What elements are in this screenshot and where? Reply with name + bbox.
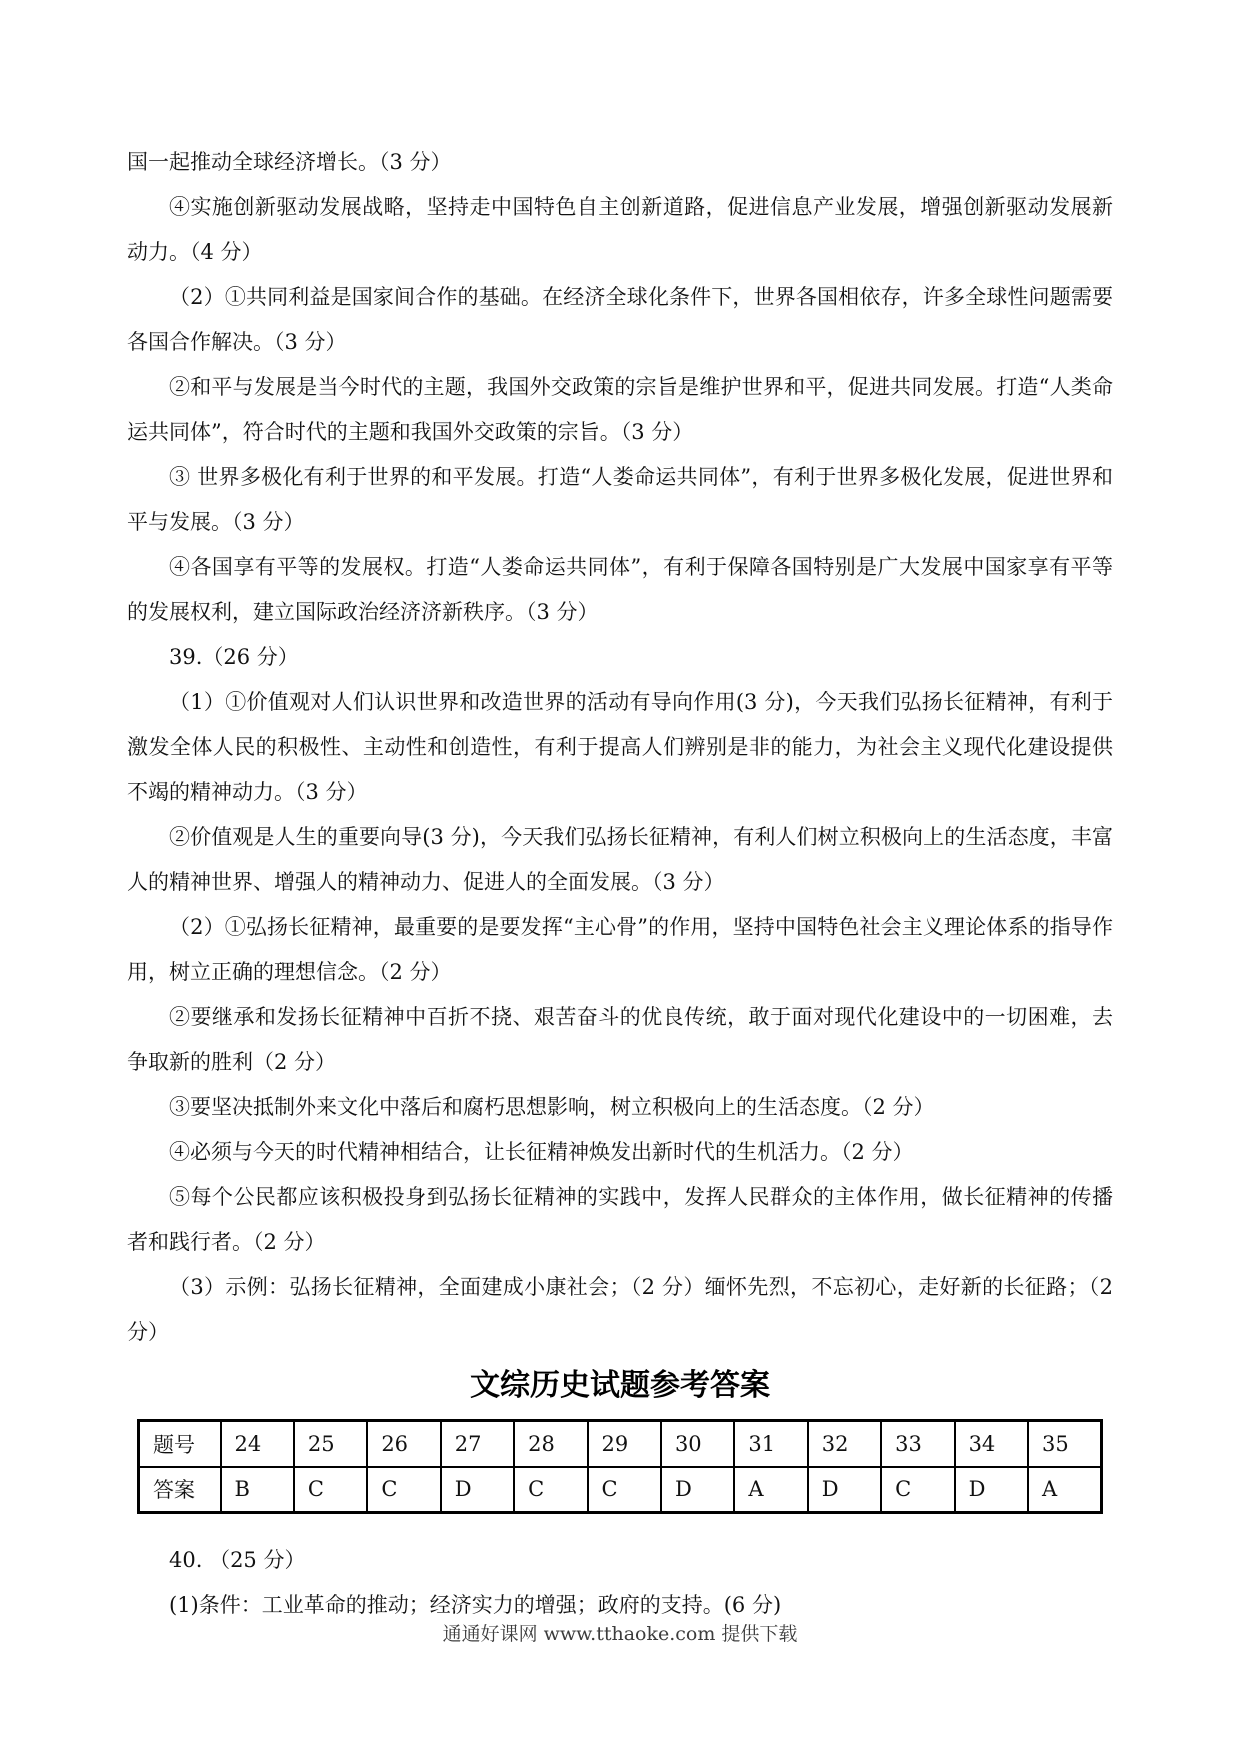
document-content <box>127 140 1113 1628</box>
paragraph: （2）①弘扬长征精神，最重要的是要发挥“主心骨”的作用，坚持中国特色社会主义理论体系的指导作用，树立正确的理想信念。（2 分） <box>127 915 1113 984</box>
answer-paragraphs-history <box>127 1538 1113 1628</box>
answer-cell: D <box>955 1467 1028 1513</box>
question-number-cell: 34 <box>955 1421 1028 1467</box>
paragraph: （1）①价值观对人们认识世界和改造世界的活动有导向作用(3 分)，今天我们弘扬长征精神，有利于激发全体人民的积极性、主动性和创造性，有利于提高人们辨别是非的能力，为社会主义现代化建设提供不竭的精神动力。（3 分） <box>127 690 1113 804</box>
question-number-cell: 32 <box>808 1421 881 1467</box>
question-number-cell: 29 <box>588 1421 661 1467</box>
paragraph: ④必须与今天的时代精神相结合，让长征精神焕发出新时代的生机活力。（2 分） <box>169 1140 914 1164</box>
question-number-cell: 30 <box>661 1421 734 1467</box>
paragraph: 39.（26 分） <box>169 645 299 669</box>
answer-cell: C <box>294 1467 367 1513</box>
paragraph: ②价值观是人生的重要向导(3 分)，今天我们弘扬长征精神，有利人们树立积极向上的生活态度，丰富人的精神世界、增强人的精神动力、促进人的全面发展。（3 分） <box>127 825 1113 894</box>
question-number-cell: 25 <box>294 1421 367 1467</box>
answer-cell: C <box>367 1467 440 1513</box>
answer-cell: A <box>1028 1467 1102 1513</box>
answer-cell: D <box>808 1467 881 1513</box>
paragraph: ④各国享有平等的发展权。打造“人娄命运共同体”，有利于保障各国特别是广大发展中国家享有平等的发展权利，建立国际政治经济济新秩序。（3 分） <box>127 555 1113 624</box>
answer-cell: B <box>221 1467 294 1513</box>
answer-cell: A <box>734 1467 807 1513</box>
table-row-answers <box>139 1467 1102 1513</box>
paragraph: ③要坚决抵制外来文化中落后和腐朽思想影响，树立积极向上的生活态度。（2 分） <box>169 1095 935 1119</box>
question-number-cell: 24 <box>221 1421 294 1467</box>
paragraph: 国一起推动全球经济增长。（3 分） <box>127 150 452 174</box>
question-number-cell: 27 <box>441 1421 514 1467</box>
answer-cell: C <box>881 1467 954 1513</box>
paragraph: ④实施创新驱动发展战略，坚持走中国特色自主创新道路，促进信息产业发展，增强创新驱动发展新动力。（4 分） <box>127 195 1113 264</box>
question-number-cell: 31 <box>734 1421 807 1467</box>
paragraph: ③ 世界多极化有利于世界的和平发展。打造“人娄命运共同体”，有利于世界多极化发展，促进世界和平与发展。（3 分） <box>127 465 1113 534</box>
question-number-cell: 26 <box>367 1421 440 1467</box>
question-number-row-label: 题号 <box>139 1421 221 1467</box>
answer-cell: D <box>441 1467 514 1513</box>
paragraph: ②要继承和发扬长征精神中百折不挠、艰苦奋斗的优良传统，敢于面对现代化建设中的一切困难，去争取新的胜利（2 分） <box>127 1005 1113 1074</box>
paragraph: 40. （25 分） <box>169 1548 306 1572</box>
answer-cell: C <box>514 1467 587 1513</box>
history-answer-key-title: 文综历史试题参考答案 <box>470 1368 770 1403</box>
download-source-footer: 通通好课网 www.tthaoke.com 提供下载 <box>442 1623 798 1645</box>
paragraph: (1)条件：工业革命的推动；经济实力的增强；政府的支持。(6 分) <box>169 1593 782 1617</box>
answer-table <box>137 1419 1103 1514</box>
question-number-cell: 35 <box>1028 1421 1102 1467</box>
paragraph: ②和平与发展是当今时代的主题，我国外交政策的宗旨是维护世界和平，促进共同发展。打造“人类命运共同体”，符合时代的主题和我国外交政策的宗旨。（3 分） <box>127 375 1113 444</box>
paragraph: ⑤每个公民都应该积极投身到弘扬长征精神的实践中，发挥人民群众的主体作用，做长征精神的传播者和践行者。（2 分） <box>127 1185 1113 1254</box>
answer-cell: C <box>588 1467 661 1513</box>
table-row-question-numbers <box>139 1421 1102 1467</box>
answer-row-label: 答案 <box>139 1467 221 1513</box>
answer-cell: D <box>661 1467 734 1513</box>
paragraph: （2）①共同利益是国家间合作的基础。在经济全球化条件下，世界各国相依存，许多全球性问题需要各国合作解决。（3 分） <box>127 285 1113 354</box>
question-number-cell: 28 <box>514 1421 587 1467</box>
answer-paragraphs-politics <box>127 140 1113 1355</box>
question-number-cell: 33 <box>881 1421 954 1467</box>
paragraph: （3）示例：弘扬长征精神，全面建成小康社会；（2 分）缅怀先烈，不忘初心，走好新的长征路；（2 分） <box>127 1275 1113 1344</box>
